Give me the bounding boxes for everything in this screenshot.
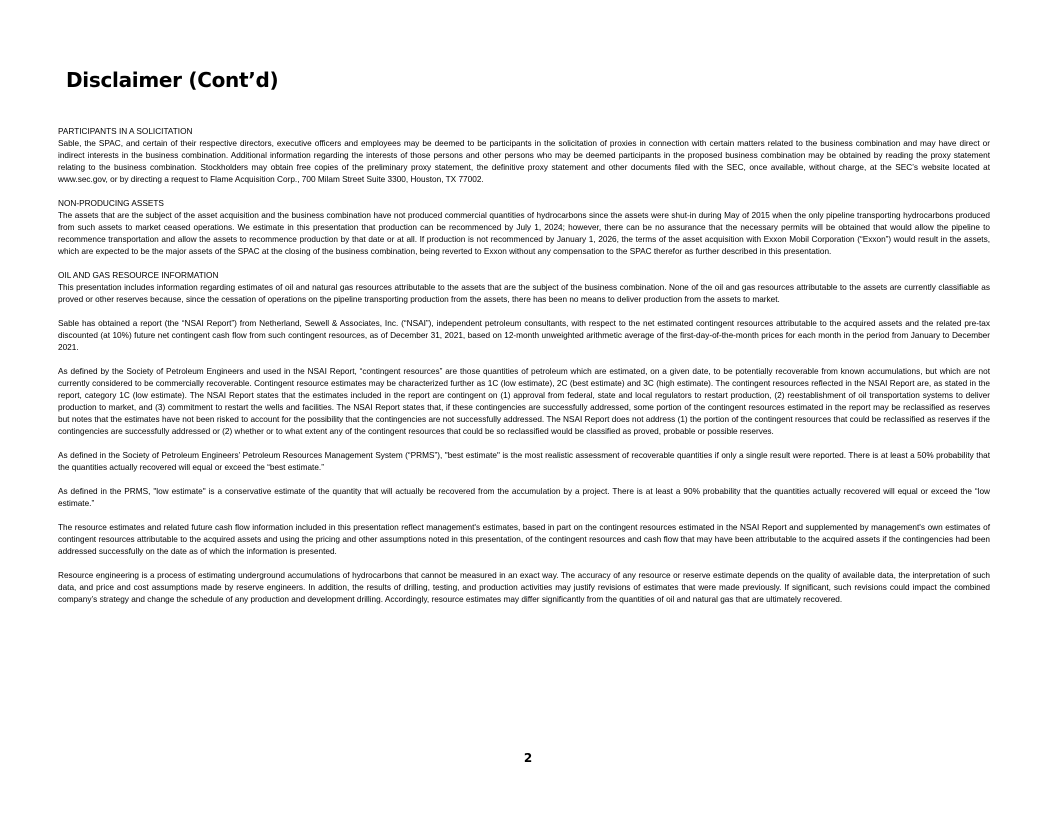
paragraph: This presentation includes information regarding estimates of oil and natural gas resources attributable to the assets that are the subject of the business combination. None of the oil and gas resources attributable to the assets are currently classifiable as proved or other reserves because, since the cessation of operations on the pipeline transporting production from the assets, there has been no means to deliver production from the assets to market. xyxy=(58,283,990,304)
page-title: Disclaimer (Cont’d) xyxy=(66,68,279,92)
paragraph: Sable has obtained a report (the “NSAI Report”) from Netherland, Sewell & Associates, Inc. (“NSAI”), independent petroleum consultants, with respect to the net estimated contingent resources attributable to the acquired assets and the related pre-tax discounted (at 10%) future net contingent cash flow from such contingent resources, as of December 31, 2021, based on 12-month unweighted arithmetic average of the first-day-of-the-month prices for each month in the period from January to December 2021. xyxy=(58,319,990,352)
paragraph: The assets that are the subject of the asset acquisition and the business combination have not produced commercial quantities of hydrocarbons since the assets were shut-in during May of 2015 when the only pipeline transporting hydrocarbons produced from such assets to market ceased operations. We estimate in this presentation that production can be recommenced by July 1, 2024; however, there can be no assurance that the necessary permits will be obtained that would allow the pipeline to recommence transportation and allow the assets to recommence production by that date or at all. If production is not recommenced by January 1, 2026, the terms of the asset acquisition with Exxon Mobil Corporation (“Exxon”) would result in the assets, which are expected to be the major assets of the SPAC at the closing of the business combination, being reverted to Exxon without any compensation to the SPAC therefor as further described in this presentation. xyxy=(58,211,990,256)
section-participants xyxy=(58,126,990,186)
section-non-producing-assets xyxy=(58,198,990,258)
section-heading: NON-PRODUCING ASSETS xyxy=(58,199,164,208)
page-number: 2 xyxy=(523,751,533,765)
section-heading: PARTICIPANTS IN A SOLICITATION xyxy=(58,127,193,136)
paragraph: Sable, the SPAC, and certain of their respective directors, executive officers and employees may be deemed to be participants in the solicitation of proxies in connection with certain matters related to the business combination and may have direct or indirect interests in the business combination. Additional information regarding the interests of those persons and other persons who may be deemed participants in the proposed business combination may be obtained by reading the proxy statement relating to the business combination. Stockholders may obtain free copies of the preliminary proxy statement, the definitive proxy statement and other documents filed with the SEC, once available, without charge, at the SEC’s website located at www.sec.gov, or by directing a request to Flame Acquisition Corp., 700 Milam Street Suite 3300, Houston, TX 77002. xyxy=(58,139,990,184)
paragraph: As defined by the Society of Petroleum Engineers and used in the NSAI Report, “contingent resources” are those quantities of petroleum which are estimated, on a given date, to be potentially recoverable from known accumulations, but which are not currently considered to be commercially recoverable. Contingent resource estimates may be characterized further as 1C (low estimate), 2C (best estimate) and 3C (high estimate). The contingent resources reflected in the NSAI Report are, as stated in the report, category 1C (low estimate). The NSAI Report states that the estimates included in the report are contingent on (1) approval from federal, state and local regulators to restart production, (2) reestablishment of oil transportation systems to deliver production to market, and (3) commitment to restart the wells and facilities. The NSAI Report states that, if these contingencies are successfully addressed, some portion of the contingent resources estimated in the report may be reclassified as reserves but notes that the estimates have not been risked to account for the possibility that the contingencies are not successfully addressed. The NSAI Report does not address (1) the portion of the contingent resources that could be reclassified as reserves if the contingencies are successfully addressed or (2) whether or to what extent any of the contingent resources that could be so reclassified would be classified as proved, probable or possible reserves. xyxy=(58,367,990,436)
disclaimer-body xyxy=(58,126,990,618)
section-heading: OIL AND GAS RESOURCE INFORMATION xyxy=(58,271,219,280)
paragraph: Resource engineering is a process of estimating underground accumulations of hydrocarbons that cannot be measured in an exact way. The accuracy of any resource or reserve estimate depends on the quality of available data, the interpretation of such data, and price and cost assumptions made by reserve engineers. In addition, the results of drilling, testing, and production activities may justify revisions of estimates that were made previously. If significant, such revisions could impact the combined company’s strategy and change the schedule of any production and development drilling. Accordingly, resource estimates may differ significantly from the quantities of oil and natural gas that are ultimately recovered. xyxy=(58,571,990,604)
section-oil-gas-resource-information xyxy=(58,270,990,606)
paragraph: As defined in the Society of Petroleum Engineers’ Petroleum Resources Management System (“PRMS”), "best estimate" is the most realistic assessment of recoverable quantities if only a single result were reported. There is at least a 50% probability that the quantities actually recovered will equal or exceed the “best estimate.” xyxy=(58,451,990,472)
paragraph: The resource estimates and related future cash flow information included in this presentation reflect management's estimates, based in part on the contingent resources estimated in the NSAI Report and supplemented by management's own estimates of contingent resources attributable to the acquired assets and using the pricing and other assumptions noted in this presentation, of the contingent resources and cash flow that may have been attributable to the acquired assets if the contingencies had been addressed successfully on the date as of which the information is presented. xyxy=(58,523,990,556)
paragraph: As defined in the PRMS, "low estimate" is a conservative estimate of the quantity that will actually be recovered from the accumulation by a project. There is at least a 90% probability that the quantities actually recovered will equal or exceed the “low estimate.” xyxy=(58,487,990,508)
